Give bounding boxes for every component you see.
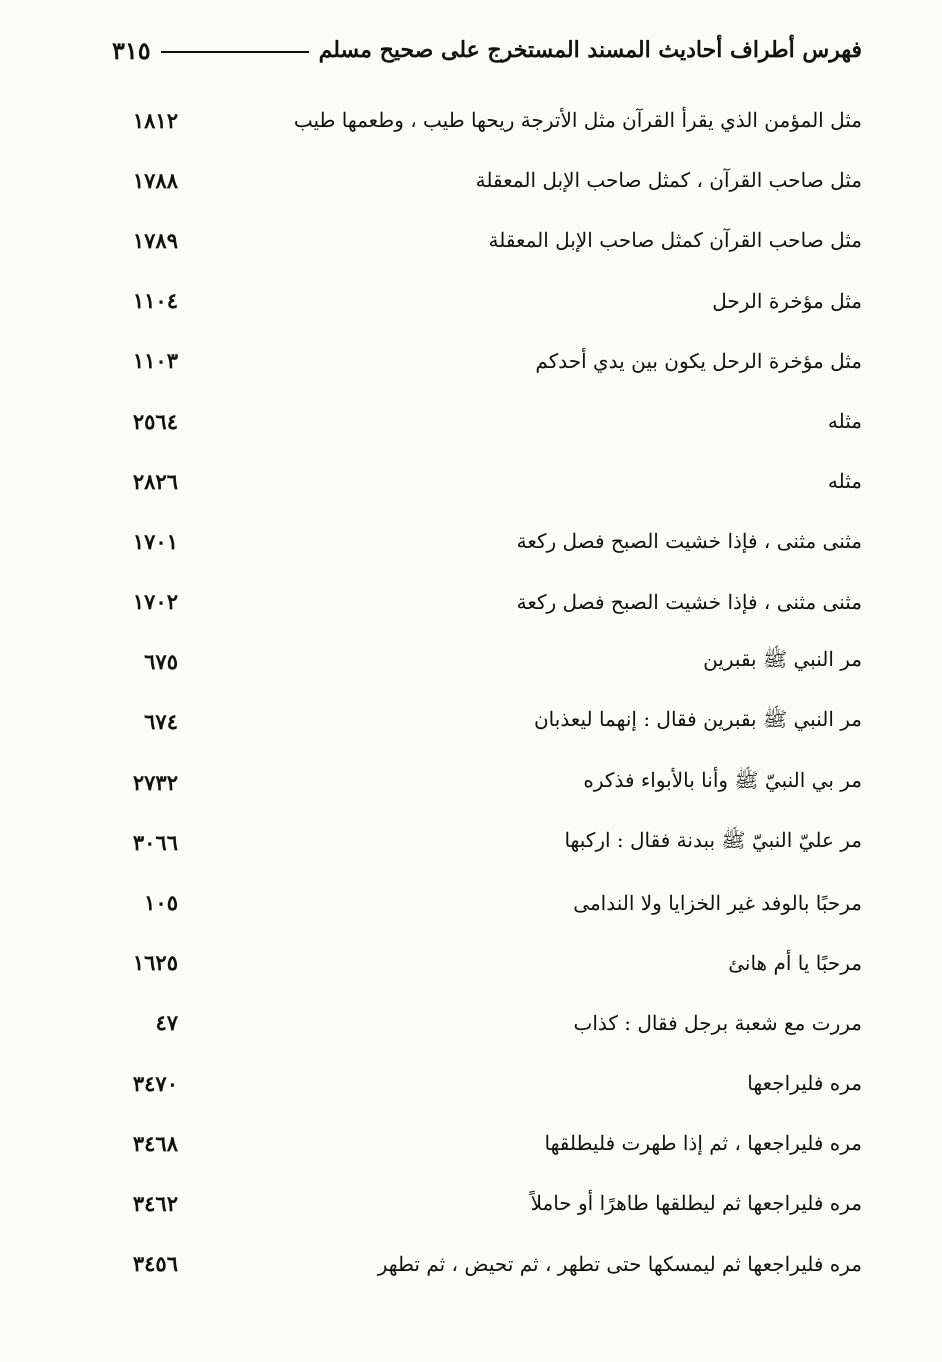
entry-text: مرحبًا يا أم هانئ [728, 950, 862, 975]
index-entry [112, 812, 862, 872]
entry-number: ١٦٢٥ [132, 950, 178, 976]
entry-text: مثل مؤخرة الرحل [712, 288, 862, 313]
entry-number: ٣٠٦٦ [132, 829, 178, 855]
index-entry [112, 632, 862, 692]
entry-number: ١٨١٢ [132, 107, 178, 133]
entry-text: مره فليراجعها ثم ليمسكها حتى تطهر ، ثم تحيض ، ثم تطهر [377, 1251, 862, 1276]
page-number: ٣١٥ [112, 35, 151, 65]
index-entry [112, 391, 862, 451]
index-entry [112, 271, 862, 331]
entry-text: مر بي النبيّ ﷺ وأنا بالأبواء فذكره [583, 767, 862, 792]
entry-number: ٦٧٤ [144, 709, 178, 735]
index-entry [112, 331, 862, 391]
index-entry [112, 993, 862, 1053]
entry-number: ١٠٥ [144, 890, 178, 916]
entry-number: ٣٤٥٦ [132, 1251, 178, 1277]
entry-text: مثنى مثنى ، فإذا خشيت الصبح فصل ركعة [516, 589, 862, 614]
index-entry [112, 451, 862, 511]
page-title: فهرس أطراف أحاديث المسند المستخرج على صحيح مسلم [318, 37, 862, 63]
entry-text: مررت مع شعبة برجل فقال : كذاب [573, 1010, 862, 1035]
entry-text: مثل صاحب القرآن ، كمثل صاحب الإبل المعقلة [475, 168, 862, 193]
entry-number: ٦٧٥ [144, 649, 178, 675]
index-entry [112, 692, 862, 752]
index-entries-list [112, 90, 862, 1294]
entry-number: ٣٤٧٠ [132, 1070, 178, 1096]
index-entry [112, 1113, 862, 1173]
index-entry [112, 752, 862, 812]
entry-text: مر النبي ﷺ بقبرين [703, 647, 862, 672]
index-entry [112, 1173, 862, 1233]
entry-number: ٢٨٢٦ [132, 468, 178, 494]
index-entry [112, 150, 862, 210]
entry-number: ٣٤٦٨ [132, 1130, 178, 1156]
entry-number: ١١٠٤ [132, 288, 178, 314]
entry-number: ١٧٨٩ [132, 227, 178, 253]
entry-number: ٣٤٦٢ [132, 1190, 178, 1216]
entry-text: مثله [827, 469, 862, 494]
index-entry [112, 1234, 862, 1294]
entry-number: ١٧٠١ [132, 528, 178, 554]
entry-text: مره فليراجعها [747, 1071, 862, 1096]
entry-number: ١٧٨٨ [132, 167, 178, 193]
entry-text: مثنى مثنى ، فإذا خشيت الصبح فصل ركعة [516, 529, 862, 554]
entry-number: ٢٧٣٢ [132, 769, 178, 795]
index-entry [112, 872, 862, 932]
entry-text: مثل مؤخرة الرحل يكون بين يدي أحدكم [535, 348, 862, 373]
entry-number: ٢٥٦٤ [132, 408, 178, 434]
entry-text: مر النبي ﷺ بقبرين فقال : إنهما ليعذبان [533, 707, 862, 732]
entry-text: مرحبًا بالوفد غير الخزايا ولا الندامى [573, 890, 862, 915]
entry-number: ١٧٠٢ [132, 589, 178, 615]
header-divider-line [161, 51, 309, 53]
entry-text: مره فليراجعها ثم ليطلقها طاهرًا أو حاملاً [530, 1191, 862, 1216]
entry-text: مثل المؤمن الذي يقرأ القرآن مثل الأترجة ريحها طيب ، وطعمها طيب [293, 108, 862, 133]
entry-text: مره فليراجعها ، ثم إذا طهرت فليطلقها [544, 1131, 862, 1156]
index-entry [112, 1053, 862, 1113]
entry-number: ٤٧ [155, 1010, 178, 1036]
index-entry [112, 511, 862, 571]
index-entry [112, 933, 862, 993]
page-header [112, 30, 862, 70]
entry-text: مر عليّ النبيّ ﷺ ببدنة فقال : اركبها [564, 827, 862, 852]
index-entry [112, 90, 862, 150]
index-entry [112, 210, 862, 270]
entry-text: مثله [827, 409, 862, 434]
entry-text: مثل صاحب القرآن كمثل صاحب الإبل المعقلة [488, 228, 862, 253]
index-entry [112, 572, 862, 632]
entry-number: ١١٠٣ [132, 348, 178, 374]
